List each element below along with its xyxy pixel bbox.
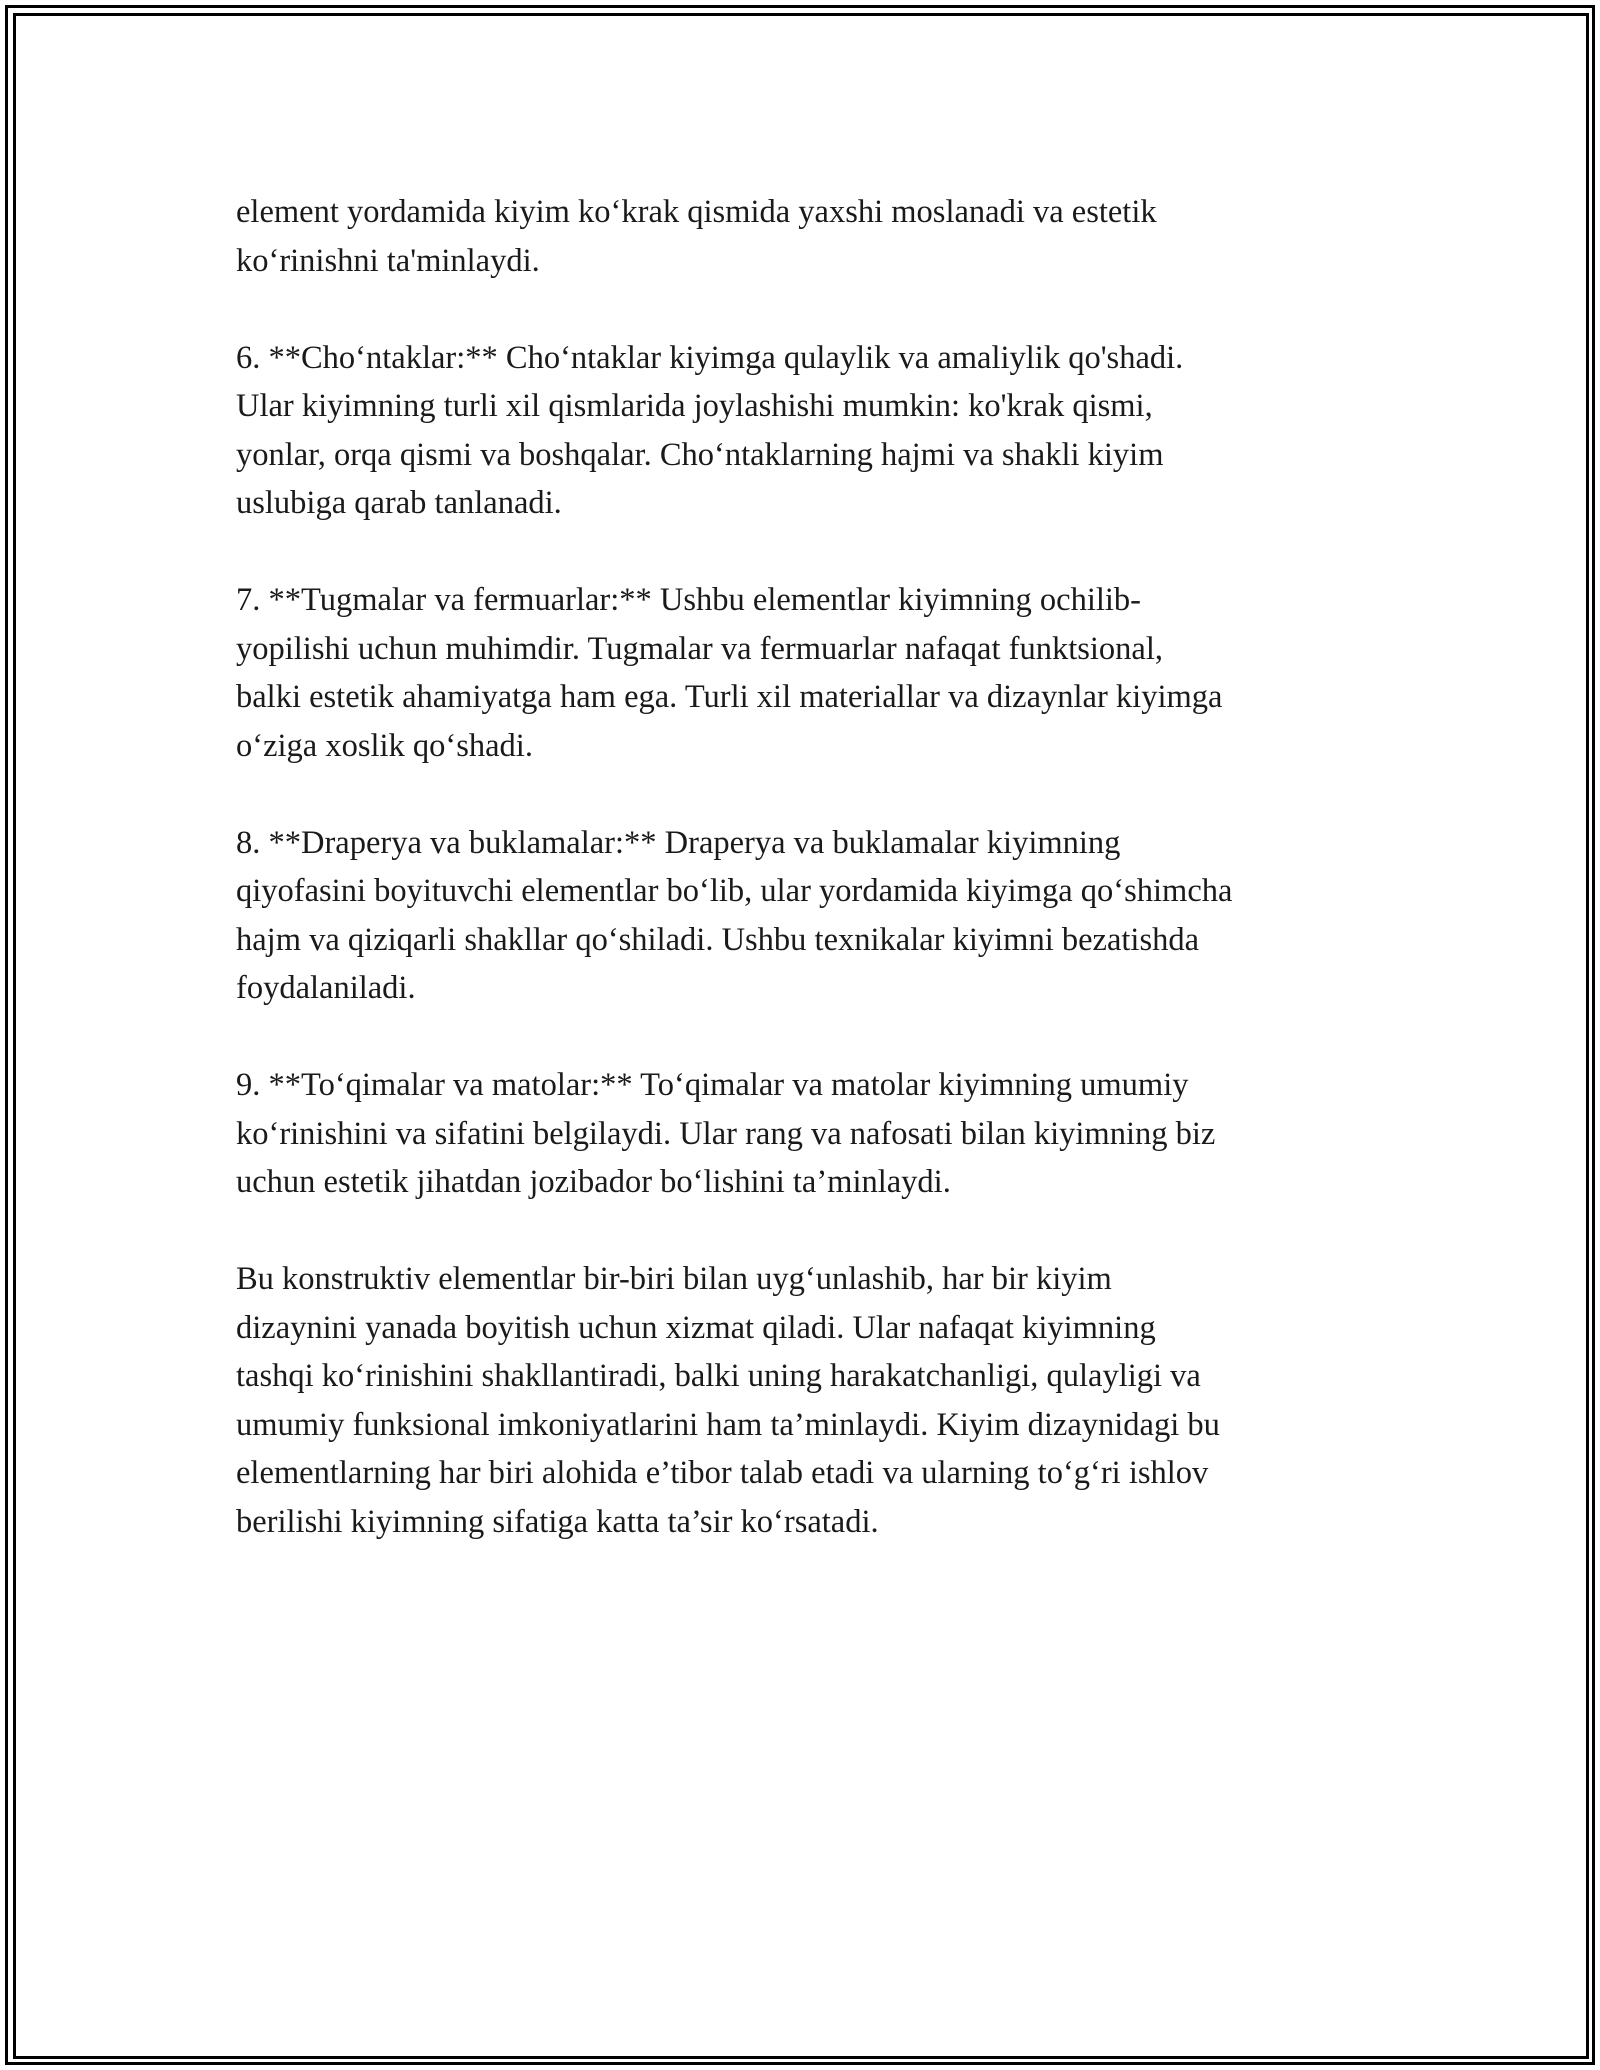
text-line: Bu konstruktiv elementlar bir-biri bilan uyg‘unlashib, har bir kiyim bbox=[236, 1261, 1112, 1297]
text-line: hajm va qiziqarli shakllar qo‘shiladi. Ushbu texnikalar kiyimni bezatishda bbox=[236, 921, 1200, 958]
text-line: 8. **Draperya va buklamalar:** Draperya va buklamalar kiyimning bbox=[236, 824, 1121, 861]
text-line: uslubiga qarab tanlanadi. bbox=[236, 485, 562, 521]
text-line: balki estetik ahamiyatga ham ega. Turli xil materiallar va dizaynlar kiyimga bbox=[236, 679, 1223, 715]
text-line: 9. **To‘qimalar va matolar:** To‘qimalar va matolar kiyimning umumiy bbox=[236, 1067, 1189, 1103]
paragraph-intro-continuation bbox=[236, 188, 1386, 285]
document-body bbox=[236, 188, 1386, 1595]
text-line: uchun estetik jihatdan jozibador bo‘lishini ta’minlaydi. bbox=[236, 1164, 951, 1200]
text-line: foydalaniladi. bbox=[236, 970, 416, 1006]
paragraph-conclusion bbox=[236, 1255, 1386, 1546]
paragraph-item-8-draperya bbox=[236, 819, 1386, 1013]
paragraph-item-6-chontaklar bbox=[236, 334, 1386, 528]
paragraph-item-7-tugmalar bbox=[236, 576, 1386, 770]
text-line: qiyofasini boyituvchi elementlar bo‘lib, ular yordamida kiyimga qo‘shimcha bbox=[236, 873, 1233, 909]
text-line: 6. **Cho‘ntaklar:** Cho‘ntaklar kiyimga qulaylik va amaliylik qo'shadi. bbox=[236, 339, 1184, 376]
text-line: Ular kiyimning turli xil qismlarida joylashishi mumkin: ko'krak qismi, bbox=[236, 388, 1153, 424]
text-line: elementlarning har biri alohida e’tibor talab etadi va ularning to‘g‘ri ishlov bbox=[236, 1455, 1209, 1491]
text-line: tashqi ko‘rinishini shakllantiradi, balki uning harakatchanligi, qulayligi va bbox=[236, 1358, 1201, 1394]
text-line: element yordamida kiyim ko‘krak qismida yaxshi moslanadi va estetik bbox=[236, 194, 1157, 230]
text-line: ko‘rinishini va sifatini belgilaydi. Ular rang va nafosati bilan kiyimning biz bbox=[236, 1115, 1216, 1152]
text-line: 7. **Tugmalar va fermuarlar:** Ushbu elementlar kiyimning ochilib- bbox=[236, 582, 1141, 618]
text-line: umumiy funksional imkoniyatlarini ham ta’minlaydi. Kiyim dizaynidagi bu bbox=[236, 1406, 1220, 1443]
text-line: yonlar, orqa qismi va boshqalar. Cho‘ntaklarning hajmi va shakli kiyim bbox=[236, 436, 1164, 473]
paragraph-item-9-toqimalar bbox=[236, 1061, 1386, 1207]
text-line: o‘ziga xoslik qo‘shadi. bbox=[236, 727, 533, 764]
text-line: ko‘rinishni ta'minlaydi. bbox=[236, 242, 540, 279]
text-line: berilishi kiyimning sifatiga katta ta’sir ko‘rsatadi. bbox=[236, 1503, 879, 1540]
text-line: dizaynini yanada boyitish uchun xizmat qiladi. Ular nafaqat kiyimning bbox=[236, 1309, 1156, 1346]
text-line: yopilishi uchun muhimdir. Tugmalar va fermuarlar nafaqat funktsional, bbox=[236, 630, 1163, 667]
